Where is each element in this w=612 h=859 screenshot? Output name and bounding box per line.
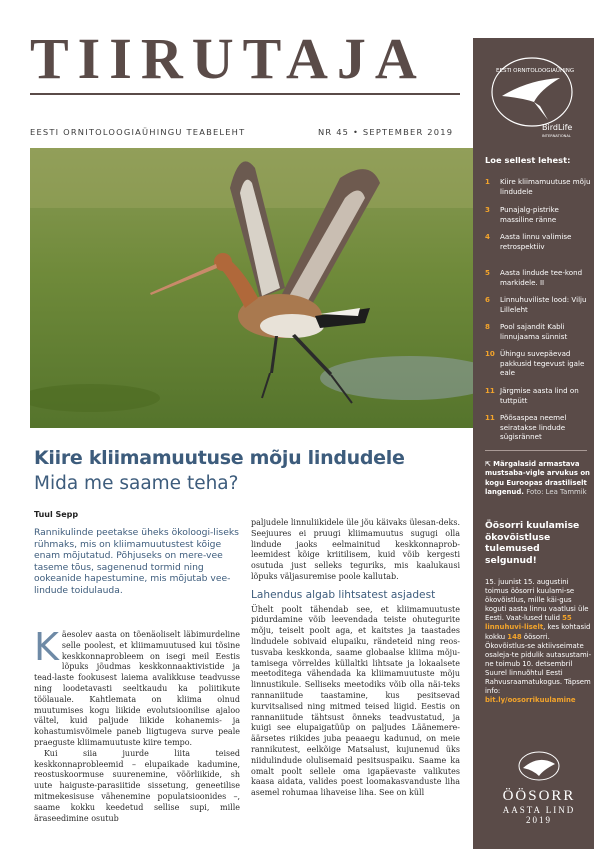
eoy-birdlife-logo [488,50,580,140]
oosorr-badge-word: ÖÖSORR [502,788,576,804]
logo-ring-text: EESTI ORNITOLOOGIAÜHING [496,68,575,74]
toc-title: Põõsaspea neemel seiratakse lindude sügisrännet [500,413,567,442]
article-subheadline: Mida me saame teha? [34,473,239,494]
article-para-2: Kui siia juurde liita teised keskkonnaprobleemid – elupaikade kadumine, reostuskoormuse suurenemine, võõrliikide, sh uute haiguste-parasiitide sissetung, geneetilise mitmekesisuse vähenemine populatsioonides –, saame kokku keedetud sellise supi, mille äraseedimine osutub [34,748,240,823]
masthead-title: TIIRUTAJA [30,26,426,91]
article-column-left [34,625,240,824]
section-heading: Lahendus algab lihtsatest asjadest [251,588,436,601]
article-column-right [251,518,460,799]
oosorr-heading: Öösorri kuulamise ökovõistluse tulemused selgunud! [485,520,580,566]
toc-page: 3 [485,205,490,214]
article-headline: Kiire kliimamuutuse mõju lindudele [34,447,405,469]
godwit-photo [30,148,473,428]
photo-credit: Foto: Lea Tammik [526,488,587,497]
photo-caption [485,460,593,498]
toc-title: Kiire kliimamuutuse mõju lindudele [500,177,591,196]
oosorr-observers: 55 linnuhuvi-liselt [485,614,572,632]
photo-caption-text: ⇱ Märgalasid armastava mustsaba-vigle arvukus on kogu Euroopas drastiliselt langenud. [485,460,590,497]
oosorr-badge [493,748,585,825]
toc-heading: Loe sellest lehest: [485,155,571,165]
oosorr-body [485,578,593,705]
toc-title: Linnuhuviliste lood: Vilju Lilleleht [500,295,587,314]
toc-title: Järgmise aasta lind on tuttpütt [500,386,579,405]
oosorr-link[interactable]: bit.ly/oosorrikuulamine [485,696,576,705]
drop-cap: K [34,625,59,669]
issue-label: NR 45 • SEPTEMBER 2019 [318,127,454,137]
toc-title: Aasta lindude tee-kond markidele. II [500,268,583,287]
masthead-subtitle: EESTI ORNITOLOOGIAÜHINGU TEABELEHT [30,127,246,137]
article-para-4: Ühelt poolt tähendab see, et kliimamuutuste pidurdamine võib leevendada teiste ohutegurite mõju, teiselt poolt aga, et kaitstes ja taastades lindudele sobivaid elupaiku, rändeteid ning reos-tusvaba keskkonda, saame globaalse kliima mõju-tamisega võrreldes küllaltki lihtsate ja lokaalsete meetoditega vähendada ka kliimamuutuste mõju linnustikule. Selliseks meetodiks võib olla näi-teks rannaniitude taastamine, kus pesitsevad kurvitsalised ning mitmed teised liigid. Eestis on rannaniitude tähtsust õnneks teadvustatud, ja kuigi see elupaigatüüp on paljudes Läänemere-äärsetes riikides juba peaaegu kadunud, on meie rannikutest, eelkõige Matsalust, kujunenud üks niidulindude olulisemaid pesitsuspaiku. Saame ka omalt poolt sellele oma igapäevaste valikutes kaasa aidata, valides poest loomakasvanduste liha asemel rohumaa lihaveise liha. See on küll [251,604,460,798]
toc-page: 11 [485,386,495,395]
toc-page: 1 [485,177,490,186]
oosorr-body-1: 15. juunist 15. augustini toimus öösorri kuulami-se ökovõistlus, mille käi-gus koguti aasta linnu vaatlusi üle Eesti. Vaat-lused tulid [485,578,589,623]
article-para-1: äesolev aasta on tõenäoliselt läbimurdeline selle poolest, et kliimamuutused kui tõsine keskkonnaprobleem on isegi meil Eestis lõpuks jõudmas keskkonnaaktivistide ja tead-laste fookusest laiema avalikkuse teadvusse ning loodetavasti seeltkaudu ka poliitikute töölauale. Kahtlemata on kliima olnud muutumises kogu liikide evolutsioonilise ajaloo vältel, kuid paljude liikide kohanemis- ja kohastumisvõimele paneb liigtugeva surve peale praeguste kliimamuutuste kiire tempo. [34,630,240,747]
toc-page: 5 [485,268,490,277]
toc-page: 8 [485,322,490,331]
toc-page: 4 [485,232,490,241]
oosorr-body-2: , kes kohtasid kokku [485,623,591,641]
oosorr-birds: 148 [507,632,522,641]
article-lead: Rannikulinde peetakse üheks ökoloogi-liseks rühmaks, mis on kliimamuutustest kõige enam mõjutatud. Põhjuseks on mere-vee taseme tõus, sagenenud tormid ning ookeanide hapestumine, mis mõjutab vee-lindude toidulauda. [34,527,239,596]
oosorr-badge-year: AASTA LIND 2019 [502,805,576,825]
toc-title: Punajalg-pistrike massiline ränne [500,205,559,224]
toc-title: Ühingu suvepäevad pakkusid tegevust igale eale [500,349,585,378]
toc-page: 11 [485,413,495,422]
sidebar-divider [485,450,587,451]
toc-title: Aasta linnu valimise retrospektiiv [500,232,572,251]
toc-title: Pool sajandit Kabli linnujaama sünnist [500,322,568,341]
bird-photo-illustration [30,148,473,428]
logo-partner: BirdLife [542,123,573,132]
toc-page: 10 [485,349,495,358]
toc-page: 6 [485,295,490,304]
logo-partner-sub: INTERNATIONAL [542,134,571,138]
article-author: Tuul Sepp [34,510,79,519]
oosorr-body-3: öösorri. Ökovõistlus-se aktiivseimate osaleja-te pidulik autasustami-ne toimub 10. detsembril Suurel linnuõhtul Eesti Rahvusraamatukogus. Täpsem info: [485,632,592,696]
tern-logo-icon [488,50,580,140]
article-para-3: paljudele linnuliikidele üle jõu käivaks ülesan-deks. Seejuures ei pruugi kliimamuutus sugugi olla lindude jaoks eelmainitud keskkonnaprob-leemidest kõige kriitilisem, kuid võib kergesti osutuda just selleks teguriks, mis kaalukausi lõpuks väljasuremise poole kallutab. [251,518,460,581]
nightjar-icon [493,748,585,784]
masthead-rule [30,93,460,95]
